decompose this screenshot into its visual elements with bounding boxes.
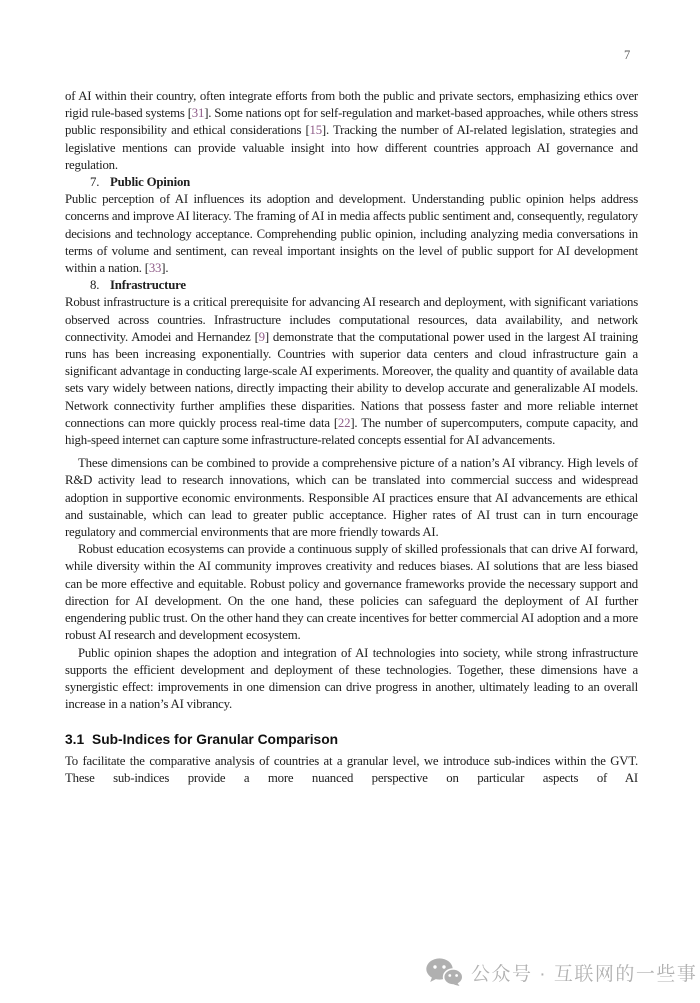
wechat-icon bbox=[426, 958, 463, 986]
list-item-heading bbox=[90, 174, 638, 191]
list-item-body: Public perception of AI influences its adoption and development. Understanding public opinion helps address concerns and improve AI literacy. The framing of AI in media affects public sentiment and, consequently, regulatory decisions and technology acceptance. Comprehending public opinion, including analyzing media conversations in terms of volume and sentiment, can reveal important insights on the level of public support for AI development within a nation. [33]. bbox=[65, 192, 638, 276]
paragraph-continuation: of AI within their country, often integrate efforts from both the public and private sectors, emphasizing ethics over rigid rule-based systems [31]. Some nations opt for self-regulation and market-based approaches, while others stress public responsibility and ethical considerations [15]. Tracking the number of AI-related legislation, strategies and legislative mentions can provide valuable insight into how different countries approach AI governance and regulation. bbox=[65, 89, 638, 172]
list-item-public-opinion bbox=[65, 174, 638, 277]
watermark-text: 公众号 · 互联网的一些事 bbox=[471, 963, 698, 985]
list-item-title: Infrastructure bbox=[110, 278, 186, 293]
list-item-infrastructure bbox=[65, 277, 638, 449]
page-content bbox=[65, 88, 638, 787]
section-paragraph: To facilitate the comparative analysis of countries at a granular level, we introduce sub-indices within the GVT. These sub-indices provide a more nuanced perspective on particular aspects of AI bbox=[65, 753, 638, 785]
page-number: 7 bbox=[624, 48, 631, 62]
section-number: 3.1 bbox=[65, 732, 85, 748]
list-item-body: Robust infrastructure is a critical prerequisite for advancing AI research and deployment, with significant variations observed across countries. Infrastructure includes computational resources, data availability, and network connectivity. Amodei and Hernandez [9] demonstrate that the computational power used in the largest AI training runs has been increasing exponentially. Countries with superior data centers and cloud infrastructure gain a significant advantage in conducting large-scale AI experiments. Moreover, the quality and quantity of available data sets vary widely between nations, directly impacting their ability to develop accurate and generalizable AI models. Network connectivity further amplifies these disparities. Nations that possess faster and more reliable internet connections can more quickly process real-time data [22]. The number of supercomputers, compute capacity, and high-speed internet can capture some infrastructure-related concepts essential for AI advancements. bbox=[65, 295, 638, 448]
section-heading bbox=[65, 731, 638, 748]
list-item-number: 7. bbox=[90, 175, 100, 190]
citation-link[interactable]: 31 bbox=[191, 106, 205, 121]
section-title: Sub-Indices for Granular Comparison bbox=[92, 732, 339, 748]
body-paragraph: Public opinion shapes the adoption and integration of AI technologies into society, while strong infrastructure supports the efficient development and deployment of these technologies. Together, these dimensions have a synergistic effect: improvements in one dimension can drive progress in another, ultimately leading to an overall increase in a nation’s AI vibrancy. bbox=[65, 645, 638, 712]
list-item-title: Public Opinion bbox=[110, 175, 191, 190]
list-item-heading bbox=[90, 277, 638, 294]
watermark bbox=[426, 958, 697, 986]
body-paragraph: Robust education ecosystems can provide a continuous supply of skilled professionals that can drive AI forward, while diversity within the AI community improves creativity and reduces biases. AI solutions that are less biased can be more effective and equitable. Robust policy and governance frameworks provide the necessary support and direction for AI development. On the one hand, these policies can safeguard the deployment of AI further engendering public trust. On the other hand they can create incentives for better commercial AI adoption and a more robust AI research and development ecosystem. bbox=[65, 542, 638, 643]
body-paragraph: These dimensions can be combined to provide a comprehensive picture of a nation’s AI vibrancy. High levels of R&D activity lead to research innovations, which can be translated into commercial success and widespread adoption in supportive economic environments. Responsible AI practices ensure that AI advancements are ethical and sustainable, which can lead to greater public acceptance. Higher rates of AI trust can in turn encourage regulatory and commercial environments that are more friendly towards AI. bbox=[65, 456, 638, 540]
citation-link[interactable]: 9 bbox=[258, 329, 265, 344]
citation-link[interactable]: 33 bbox=[148, 261, 162, 276]
citation-link[interactable]: 15 bbox=[309, 123, 322, 138]
list-item-number: 8. bbox=[90, 278, 100, 293]
citation-link[interactable]: 22 bbox=[337, 415, 351, 430]
